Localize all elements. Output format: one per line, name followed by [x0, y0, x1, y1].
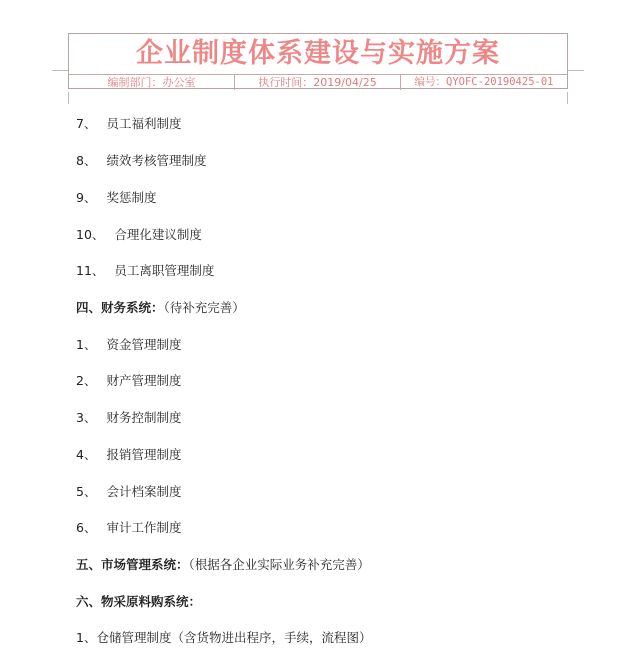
list-text: 员工离职管理制度 [114, 263, 215, 278]
document-code: 编号：QYOFC-20190425-01 [414, 76, 554, 88]
list-number: 7、 [76, 116, 97, 131]
list-text: 绩效考核管理制度 [106, 153, 207, 168]
crop-mark [52, 70, 68, 71]
list-text: 仓储管理制度（含货物进出程序，手续，流程图） [96, 630, 372, 645]
list-number: 1、 [76, 630, 97, 645]
list-text: 审计工作制度 [106, 520, 182, 535]
list-text: 合理化建议制度 [114, 227, 202, 242]
section-title: 五、市场管理系统： [76, 557, 189, 572]
section-heading [76, 299, 245, 317]
list-text: 员工福利制度 [106, 116, 182, 131]
list-item [76, 519, 181, 537]
list-item [76, 446, 181, 464]
list-item [76, 152, 206, 170]
section-title: 四、财务系统： [76, 300, 164, 315]
list-number: 6、 [76, 520, 97, 535]
list-text: 财产管理制度 [106, 373, 182, 388]
department-label: 编制部门：办公室 [69, 75, 235, 90]
list-number: 11、 [76, 263, 105, 278]
list-item [76, 226, 202, 244]
list-item [76, 372, 181, 390]
list-item [76, 115, 181, 133]
list-item [76, 629, 371, 647]
list-number: 8、 [76, 153, 97, 168]
crop-mark [68, 92, 69, 104]
document-title: 企业制度体系建设与实施方案 [136, 38, 500, 69]
crop-mark [567, 92, 568, 104]
list-text: 奖惩制度 [106, 190, 157, 205]
section-heading [76, 556, 370, 574]
list-number: 3、 [76, 410, 97, 425]
section-heading [76, 593, 201, 611]
section-note: （根据各企业实际业务补充完善） [188, 557, 370, 572]
crop-mark [568, 70, 584, 71]
section-title: 六、物采原料购系统： [76, 594, 202, 609]
list-text: 资金管理制度 [106, 337, 182, 352]
document-header [68, 33, 568, 89]
list-number: 10、 [76, 227, 105, 242]
list-text: 会计档案制度 [106, 484, 182, 499]
list-item [76, 483, 181, 501]
list-number: 5、 [76, 484, 97, 499]
list-item [76, 409, 181, 427]
section-note: （待补充完善） [163, 300, 245, 315]
list-item [76, 336, 181, 354]
execution-date: 执行时间：2019/04/25 [235, 75, 401, 90]
list-text: 财务控制制度 [106, 410, 182, 425]
list-text: 报销管理制度 [106, 447, 182, 462]
list-item [76, 189, 156, 207]
list-item [76, 262, 214, 280]
header-meta-row [69, 74, 567, 90]
list-number: 4、 [76, 447, 97, 462]
list-number: 9、 [76, 190, 97, 205]
list-number: 2、 [76, 373, 97, 388]
list-number: 1、 [76, 337, 97, 352]
